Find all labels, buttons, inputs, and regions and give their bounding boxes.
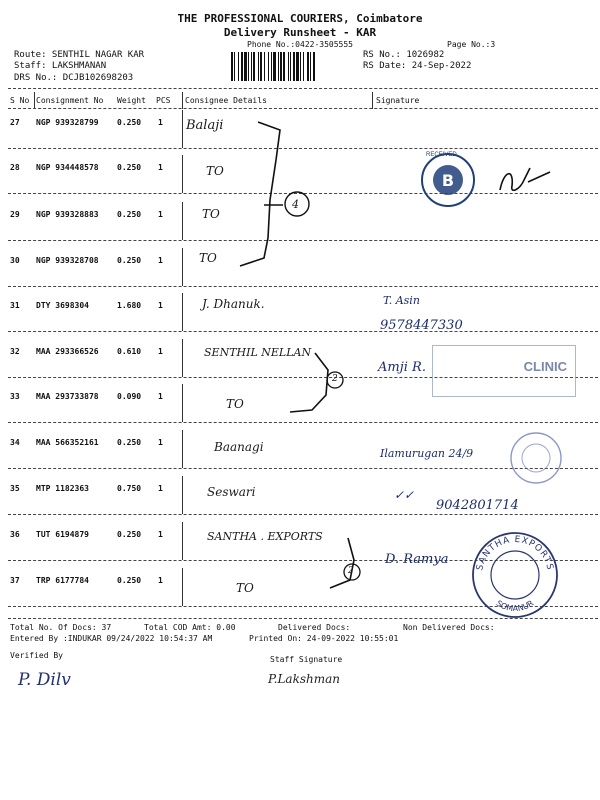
signature-scribble xyxy=(490,160,560,200)
row-consignment: TUT 6194879 xyxy=(36,530,89,539)
row-pcs: 1 xyxy=(158,484,163,493)
barcode-bar xyxy=(300,52,301,81)
row-pcs: 1 xyxy=(158,301,163,310)
barcode-bar xyxy=(244,52,247,81)
handwritten-consignee: TO xyxy=(199,251,217,265)
row-weight: 0.250 xyxy=(117,118,142,127)
col-separator xyxy=(182,92,183,109)
barcode-bar xyxy=(238,52,239,81)
barcode-bar xyxy=(271,52,272,81)
row-consignment: NGP 939328799 xyxy=(36,118,99,127)
barcode-image xyxy=(231,52,353,81)
runsheet-subtitle: Delivery Runsheet - KAR xyxy=(223,26,377,39)
barcode-bar xyxy=(268,52,269,81)
barcode-bar xyxy=(264,52,265,81)
barcode-bar xyxy=(253,52,255,81)
seal-stamp xyxy=(508,430,564,486)
recipient-phone: 9578447330 xyxy=(380,318,463,333)
page-number: Page No.:3 xyxy=(447,40,496,49)
santha-exports-seal xyxy=(470,530,560,620)
row-pcs: 1 xyxy=(158,163,163,172)
row-sno: 31 xyxy=(10,301,20,310)
entered-by: Entered By :INDUKAR 09/24/2022 10:54:37 AM xyxy=(10,634,213,643)
row-weight: 0.250 xyxy=(117,576,142,585)
row-sno: 33 xyxy=(10,392,20,401)
barcode-bar xyxy=(283,52,285,81)
row-consignment: MAA 293733878 xyxy=(36,392,99,401)
delivered-docs: Delivered Docs: xyxy=(278,623,351,632)
col-separator xyxy=(372,92,373,109)
recipient-signature: D. Ramya xyxy=(385,552,449,567)
col-sno: S No xyxy=(10,96,30,105)
group-count-2: 2 xyxy=(348,566,354,576)
staff-signature: P.Lakshman xyxy=(268,672,340,686)
row-pcs: 1 xyxy=(158,347,163,356)
handwritten-consignee: TO xyxy=(226,397,244,411)
row-consignment: DTY 3698304 xyxy=(36,301,89,310)
barcode-bar xyxy=(307,52,309,81)
clinic-stamp xyxy=(432,345,576,397)
row-sno: 29 xyxy=(10,210,20,219)
row-sno: 32 xyxy=(10,347,20,356)
row-pcs: 1 xyxy=(158,118,163,127)
barcode-bar xyxy=(278,52,279,81)
row-sno: 35 xyxy=(10,484,20,493)
row-weight: 0.250 xyxy=(117,530,142,539)
row-consignment: NGP 939328708 xyxy=(36,256,99,265)
barcode-bar xyxy=(260,52,262,81)
barcode-bar xyxy=(234,52,235,81)
recipient-signature: Amji R. xyxy=(378,360,426,375)
col-weight: Weight xyxy=(117,96,146,105)
handwritten-consignee: J. Dhanuk. xyxy=(202,297,265,311)
svg-text:B: B xyxy=(441,171,455,190)
handwritten-consignee: Balaji xyxy=(186,118,224,133)
row-consignment: MTP 1182363 xyxy=(36,484,89,493)
clinic-stamp-label: CLINIC xyxy=(523,359,567,374)
route-label: Route: SENTHIL NAGAR KAR xyxy=(14,50,145,60)
barcode-bar xyxy=(231,52,233,81)
row-pcs: 1 xyxy=(158,210,163,219)
row-pcs: 1 xyxy=(158,438,163,447)
row-weight: 0.250 xyxy=(117,438,142,447)
company-title: THE PROFESSIONAL COURIERS, Coimbatore xyxy=(177,12,423,25)
group-count-2: 2 xyxy=(332,374,338,384)
row-consignment: NGP 934448578 xyxy=(36,163,99,172)
row-weight: 0.250 xyxy=(117,256,142,265)
barcode-bar xyxy=(303,52,304,81)
row-consignment: TRP 6177784 xyxy=(36,576,89,585)
row-pcs: 1 xyxy=(158,256,163,265)
handwritten-consignee: Seswari xyxy=(207,485,256,499)
row-pcs: 1 xyxy=(158,392,163,401)
barcode-bar xyxy=(273,52,276,81)
barcode-bar xyxy=(310,52,311,81)
row-consignment: NGP 939328883 xyxy=(36,210,99,219)
row-sno: 30 xyxy=(10,256,20,265)
verified-signature: P. Dilv xyxy=(18,670,71,690)
rs-date: RS Date: 24-Sep-2022 xyxy=(363,61,472,71)
barcode-bar xyxy=(258,52,259,81)
svg-text:SANTHA EXPORTS xyxy=(475,535,554,572)
drs-number: DRS No.: DCJB102698203 xyxy=(14,73,134,83)
barcode-bar xyxy=(241,52,243,81)
row-weight: 0.750 xyxy=(117,484,142,493)
handwritten-consignee: SANTHA . EXPORTS xyxy=(207,530,323,543)
barcode-bar xyxy=(296,52,299,81)
seal-text-top: SANTHA EXPORTS xyxy=(475,534,555,572)
recipient-signature: Ilamurugan 24/9 xyxy=(380,447,474,460)
received-stamp xyxy=(420,150,480,210)
handwritten-consignee: Baanagi xyxy=(214,440,264,454)
recipient-phone: 9042801714 xyxy=(436,498,519,513)
row-pcs: 1 xyxy=(158,576,163,585)
divider xyxy=(8,618,598,619)
row-weight: 0.610 xyxy=(117,347,142,356)
barcode-bar xyxy=(251,52,252,81)
handwritten-consignee: TO xyxy=(206,164,224,178)
row-sno: 27 xyxy=(10,118,20,127)
col-pcs: PCS xyxy=(156,96,171,105)
row-sno: 28 xyxy=(10,163,20,172)
handwritten-consignee: SENTHIL NELLAN xyxy=(204,346,312,359)
row-weight: 0.090 xyxy=(117,392,142,401)
staff-label: Staff: LAKSHMANAN xyxy=(14,61,107,71)
grouping-brackets xyxy=(180,110,380,610)
barcode-bar xyxy=(280,52,282,81)
recipient-signature-scribble: ✓✓ xyxy=(394,488,415,502)
row-weight: 1.680 xyxy=(117,301,142,310)
row-sno: 36 xyxy=(10,530,20,539)
col-separator xyxy=(34,92,35,109)
recipient-signature: T. Asin xyxy=(383,294,420,307)
row-weight: 0.250 xyxy=(117,210,142,219)
group-count-4: 4 xyxy=(292,198,299,211)
row-sno: 34 xyxy=(10,438,20,447)
col-consignment: Consignment No xyxy=(36,96,104,105)
barcode-bar xyxy=(248,52,249,81)
verified-by: Verified By xyxy=(10,651,63,660)
handwritten-consignee: TO xyxy=(236,581,254,595)
divider xyxy=(8,88,598,89)
received-stamp-label: RECEIVED xyxy=(426,152,457,158)
total-docs: Total No. Of Docs: 37 xyxy=(10,623,112,632)
total-cod: Total COD Amt: 0.00 xyxy=(144,623,236,632)
row-sno: 37 xyxy=(10,576,20,585)
row-pcs: 1 xyxy=(158,530,163,539)
printed-on: Printed On: 24-09-2022 10:55:01 xyxy=(249,634,399,643)
staff-signature-label: Staff Signature xyxy=(270,655,343,664)
svg-text:SOMANUR xyxy=(495,598,536,613)
handwritten-consignee: TO xyxy=(202,207,220,221)
row-consignment: MAA 566352161 xyxy=(36,438,99,447)
phone-number: Phone No.:0422-3505555 xyxy=(247,40,353,49)
divider xyxy=(8,108,598,109)
row-weight: 0.250 xyxy=(117,163,142,172)
barcode-bar xyxy=(290,52,291,81)
barcode-bar xyxy=(313,52,315,81)
barcode-bar xyxy=(293,52,295,81)
non-delivered-docs: Non Delivered Docs: xyxy=(403,623,495,632)
col-signature: Signature xyxy=(376,96,420,105)
barcode-bar xyxy=(288,52,289,81)
col-consignee: Consignee Details xyxy=(185,96,267,105)
rs-number: RS No.: 1026982 xyxy=(363,50,445,60)
seal-text-bottom: SOMANUR xyxy=(494,598,536,614)
row-consignment: MAA 293366526 xyxy=(36,347,99,356)
